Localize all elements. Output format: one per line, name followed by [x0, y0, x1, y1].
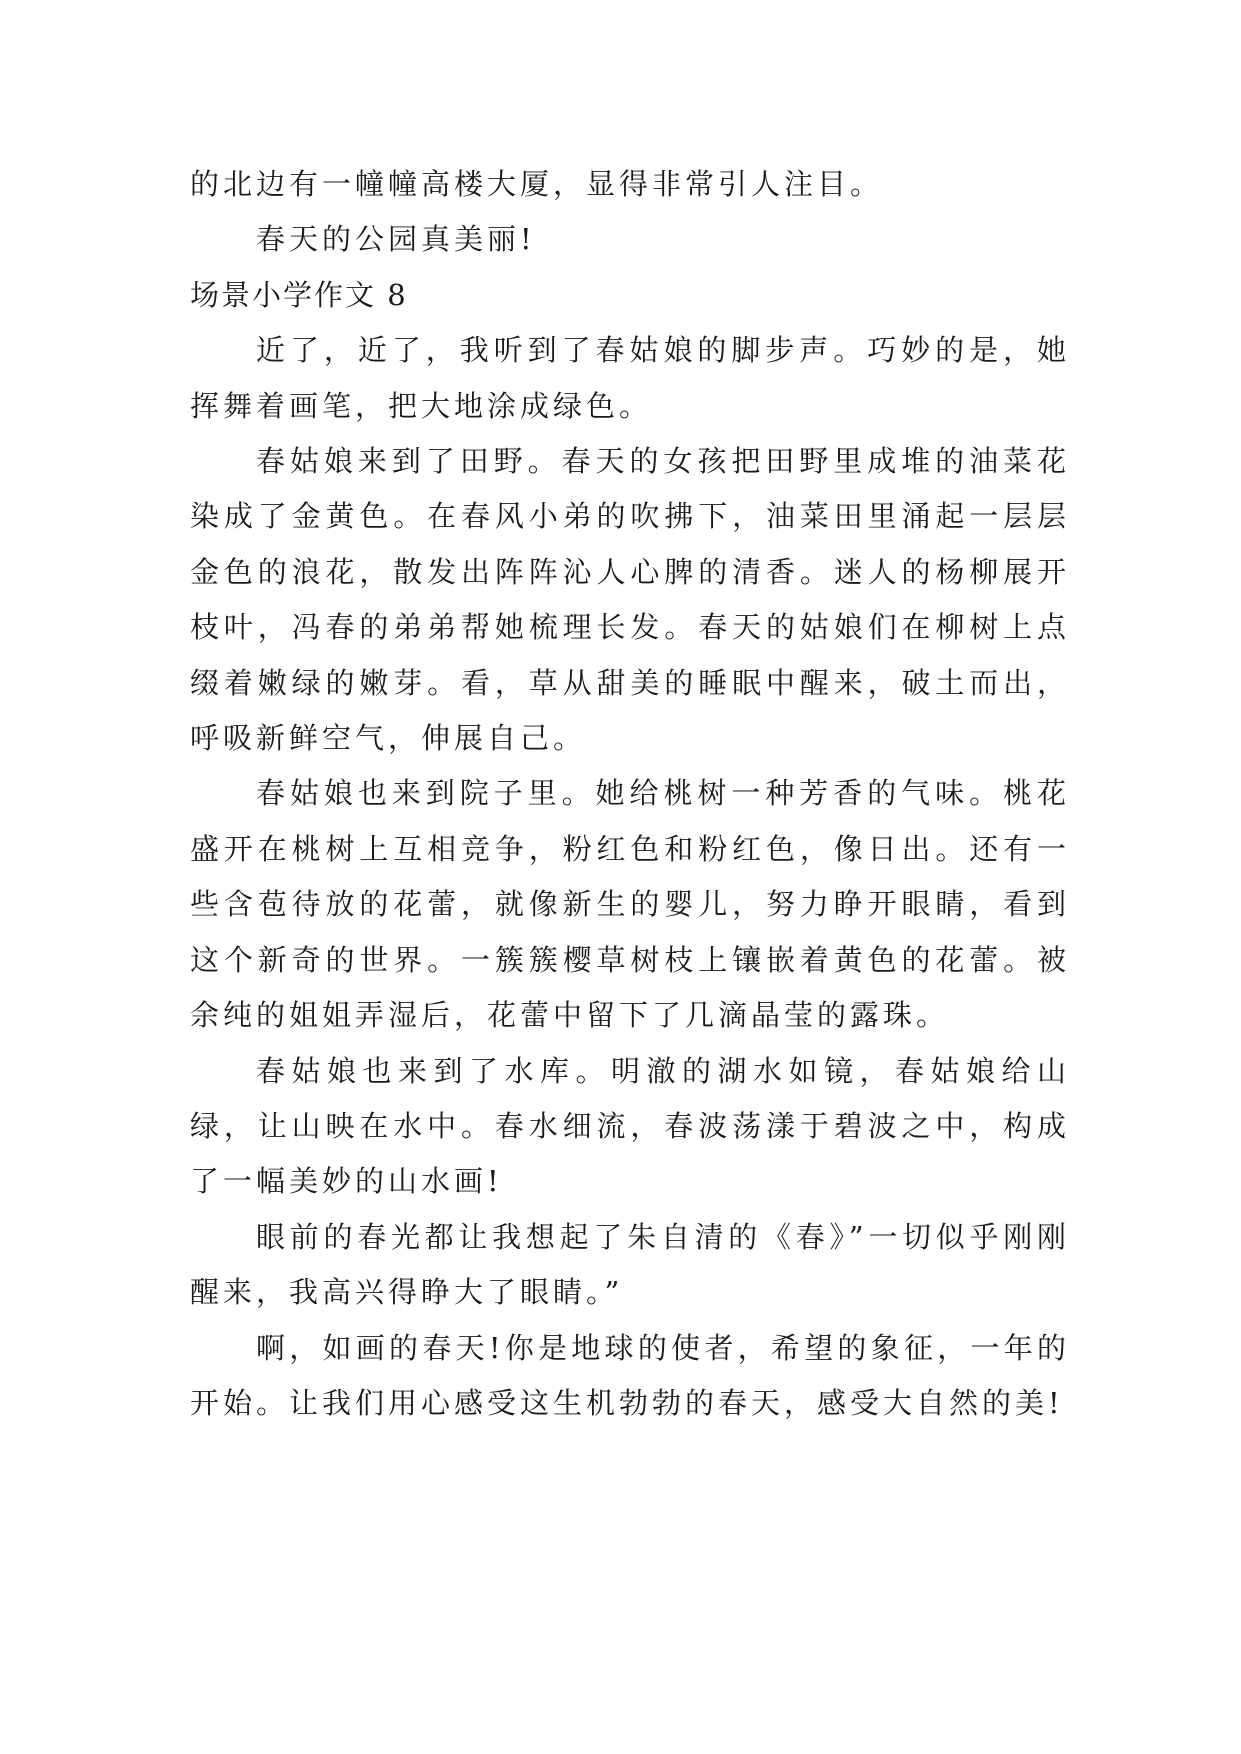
- paragraph-5: 眼前的春光都让我想起了朱自清的《春》”一切似乎刚刚醒来，我高兴得睁大了眼睛。”: [190, 1219, 1070, 1310]
- paragraph-4: 春姑娘也来到了水库。明澈的湖水如镜，春姑娘给山绿，让山映在水中。春水细流，春波荡漾于碧波之中，构成了一幅美妙的山水画!: [190, 1053, 1070, 1199]
- essay-title: 场景小学作文 8: [190, 277, 408, 312]
- document-body: [190, 157, 1070, 1431]
- paragraph-2: 春姑娘来到了田野。春天的女孩把田野里成堆的油菜花染成了金黄色。在春风小弟的吹拂下，油菜田里涌起一层层金色的浪花，散发出阵阵沁人心脾的清香。迷人的杨柳展开枝叶，冯春的弟弟帮她梳理长发。春天的姑娘们在柳树上点缀着嫩绿的嫩芽。看，草从甜美的睡眠中醒来，破土而出，呼吸新鲜空气，伸展自己。: [190, 444, 1070, 756]
- continued-paragraph: 的北边有一幢幢高楼大厦，显得非常引人注目。: [190, 167, 884, 201]
- previous-essay-closing: 春天的公园真美丽!: [256, 222, 536, 257]
- paragraph-1: 近了，近了，我听到了春姑娘的脚步声。巧妙的是，她挥舞着画笔，把大地涂成绿色。: [190, 333, 1070, 423]
- paragraph-3: 春姑娘也来到院子里。她给桃树一种芳香的气味。桃花盛开在桃树上互相竞争，粉红色和粉红色，像日出。还有一些含苞待放的花蕾，就像新生的婴儿，努力睁开眼睛，看到这个新奇的世界。一簇簇樱草树枝上镶嵌着黄色的花蕾。被余纯的姐姐弄湿后，花蕾中留下了几滴晶莹的露珠。: [190, 776, 1070, 1033]
- paragraph-6: 啊，如画的春天!你是地球的使者，希望的象征，一年的开始。让我们用心感受这生机勃勃的春天，感受大自然的美!: [190, 1330, 1070, 1420]
